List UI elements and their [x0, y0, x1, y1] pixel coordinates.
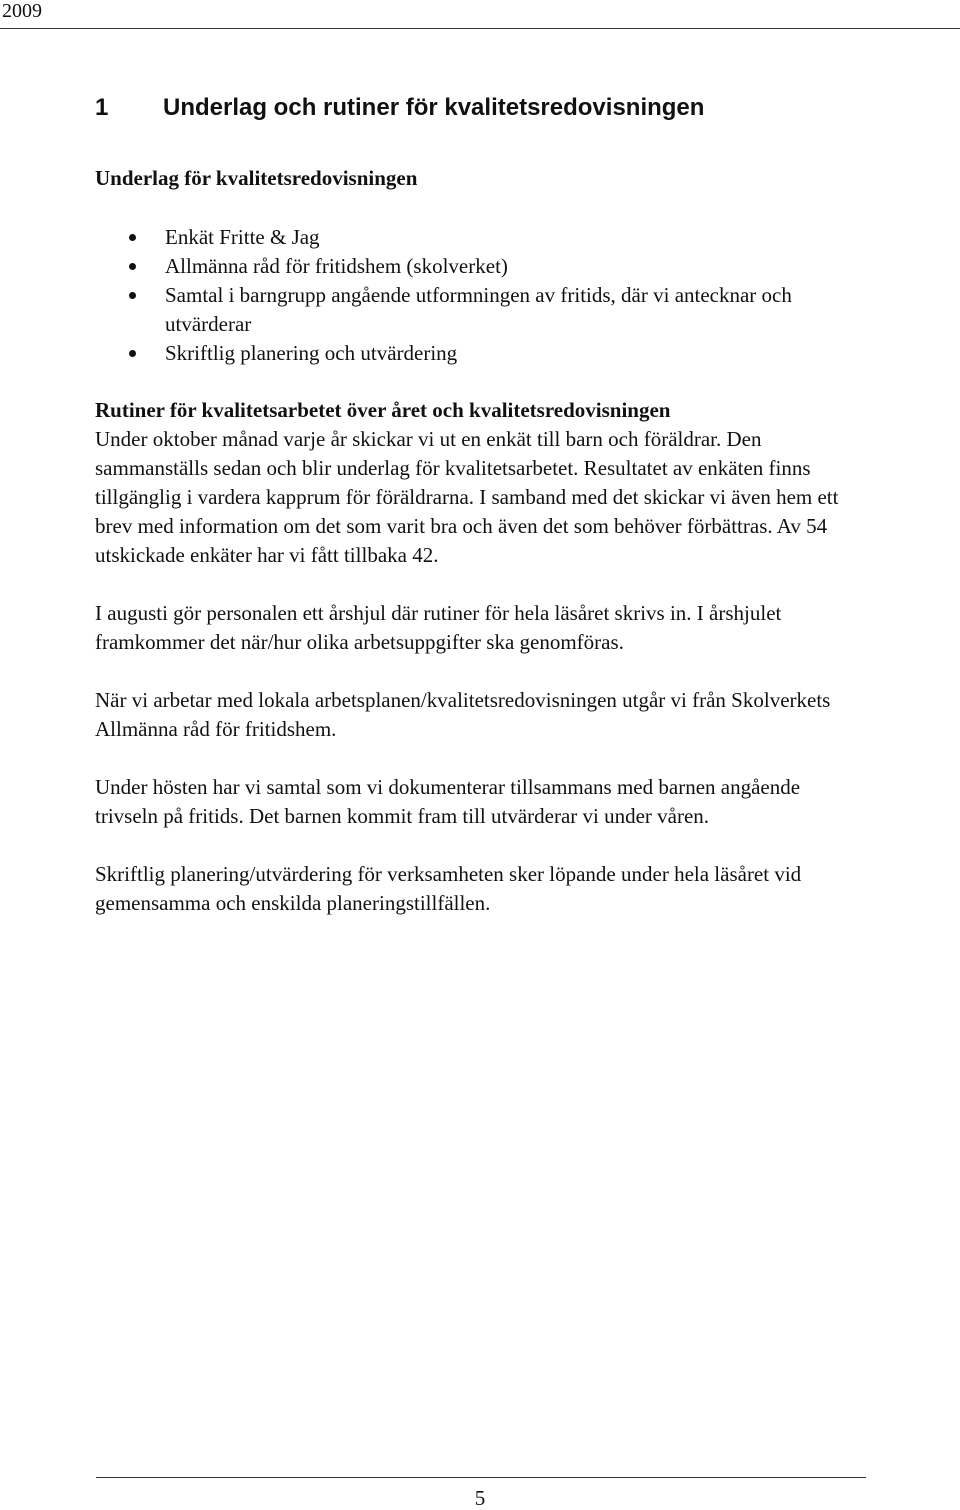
list-item-text: Skriftlig planering och utvärdering	[165, 341, 458, 365]
list-item-text: Enkät Fritte & Jag	[165, 225, 320, 249]
page-footer	[0, 1472, 960, 1510]
header-divider	[0, 28, 960, 29]
underlag-heading: Underlag för kvalitetsredovisningen	[95, 166, 418, 190]
section-title-text: Underlag och rutiner för kvalitetsredovisningen	[163, 94, 705, 121]
list-item-text: Samtal i barngrupp angående utformningen av fritids, där vi antecknar och utvärderar	[165, 283, 792, 336]
document-body	[95, 90, 875, 918]
footer-divider	[96, 1477, 866, 1478]
list-item	[165, 281, 805, 339]
list-item	[165, 252, 875, 281]
list-item	[165, 223, 875, 252]
paragraph: Under oktober månad varje år skickar vi ut en enkät till barn och föräldrar. Den sammanställs sedan och blir underlag för kvalitetsarbetet. Resultatet av enkäten finns tillgänglig i vardera kapprum för föräldrarna. I samband med det skickar vi även hem ett brev med information om det som varit bra och även det som behöver förbättras. Av 54 utskickade enkäter har vi fått tillbaka 42.	[95, 427, 839, 567]
bullet-icon	[129, 234, 136, 241]
bullet-icon	[129, 292, 136, 299]
paragraph: I augusti gör personalen ett årshjul där rutiner för hela läsåret skrivs in. I årshjulet framkommer det när/hur olika arbetsuppgifter ska genomföras.	[95, 601, 782, 654]
paragraph: När vi arbetar med lokala arbetsplanen/kvalitetsredovisningen utgår vi från Skolverkets Allmänna råd för fritidshem.	[95, 688, 831, 741]
bullet-icon	[129, 350, 136, 357]
paragraph: Under hösten har vi samtal som vi dokumenterar tillsammans med barnen angående trivseln på fritids. Det barnen kommit fram till utvärderar vi under våren.	[95, 775, 801, 828]
section-title	[95, 90, 875, 126]
page-header	[0, 0, 960, 30]
list-item	[165, 339, 875, 368]
paragraph: Skriftlig planering/utvärdering för verksamheten sker löpande under hela läsåret vid gemensamma och enskilda planeringstillfällen.	[95, 862, 802, 915]
underlag-list	[95, 223, 875, 368]
rutiner-heading: Rutiner för kvalitetsarbetet över året och kvalitetsredovisningen	[95, 398, 671, 422]
section-number: 1	[95, 94, 109, 121]
page-number: 5	[474, 1486, 486, 1510]
header-year: 2009	[2, 0, 42, 22]
bullet-icon	[129, 263, 136, 270]
list-item-text: Allmänna råd för fritidshem (skolverket)	[165, 254, 508, 278]
